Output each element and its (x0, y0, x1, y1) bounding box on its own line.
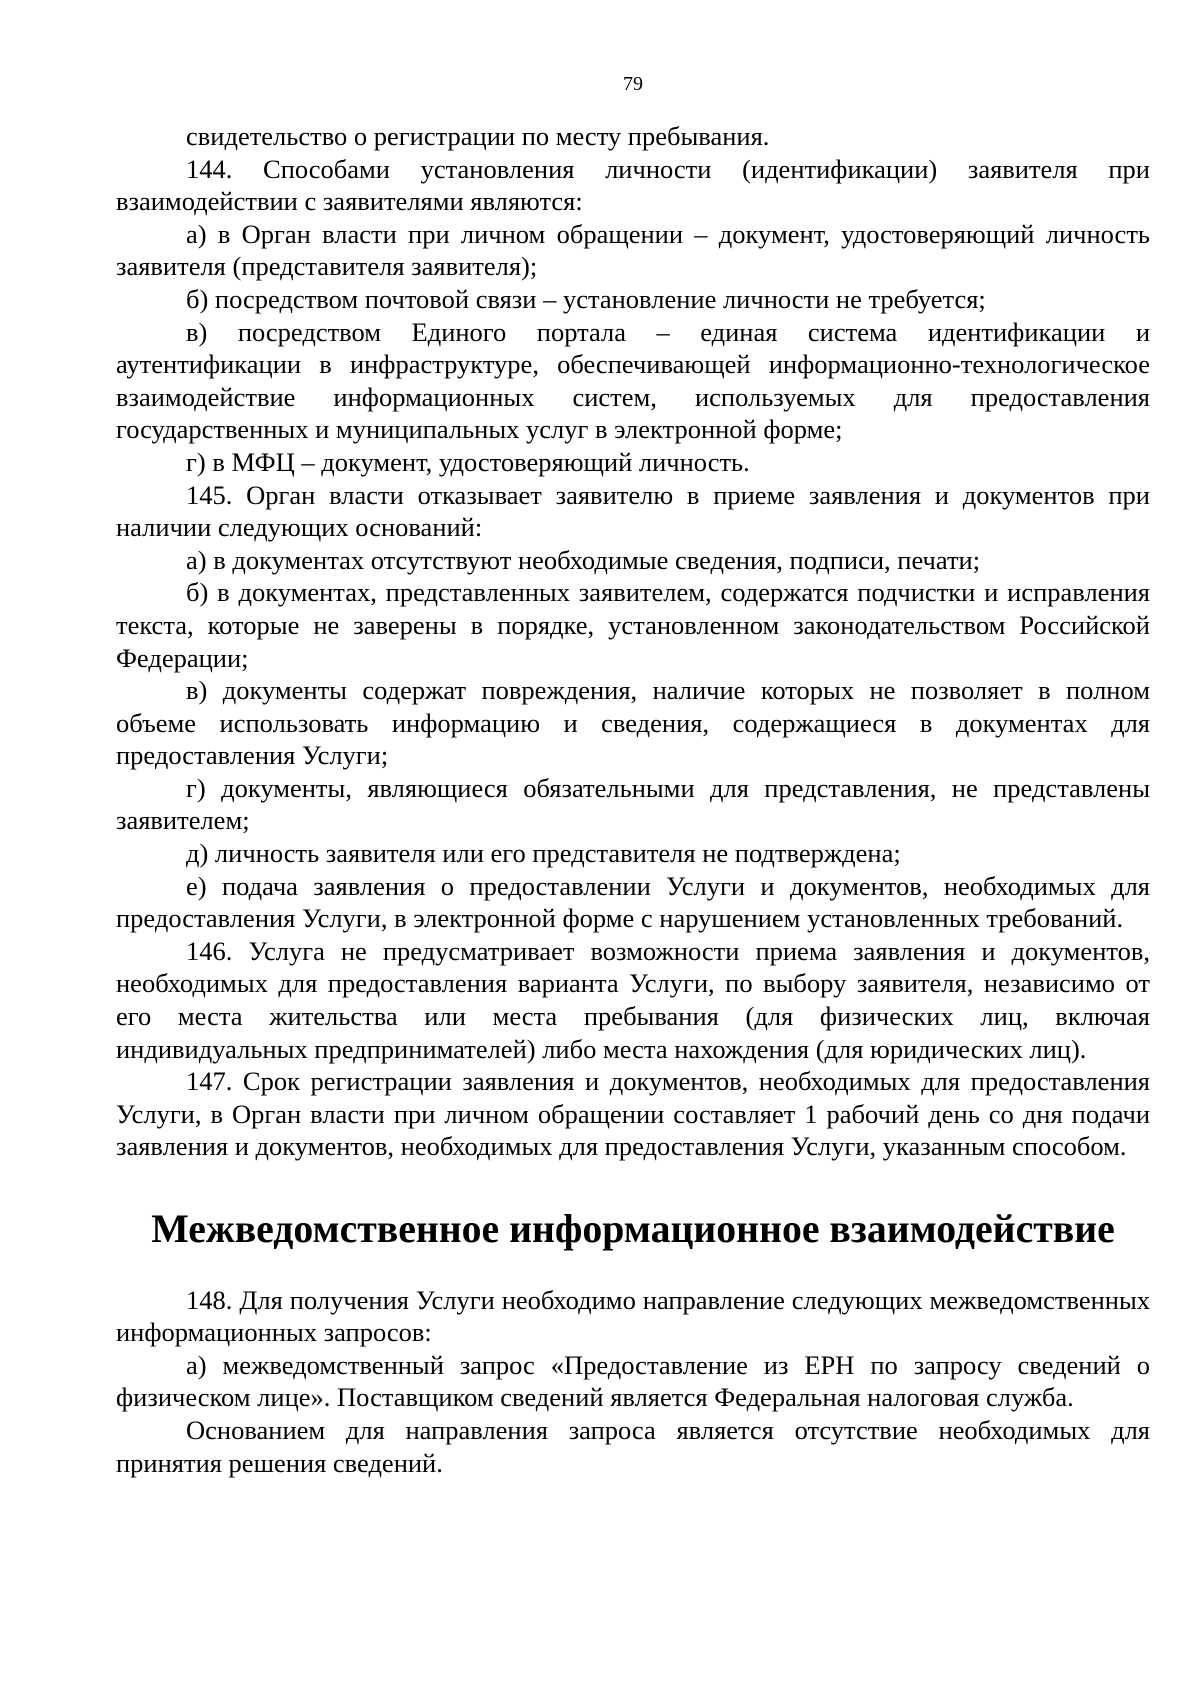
paragraph-148: 148. Для получения Услуги необходимо направление следующих межведомственных информационных запросов: (116, 1284, 1150, 1348)
document-body (116, 120, 1150, 1479)
paragraph-145: 145. Орган власти отказывает заявителю в приеме заявления и документов при наличии следующих оснований: (116, 479, 1150, 543)
paragraph-146: 146. Услуга не предусматривает возможности приема заявления и документов, необходимых для предоставления варианта Услуги, по выбору заявителя, независимо от его места жительства или места пребывания (для физических лиц, включая индивидуальных предпринимателей) либо места нахождения (для юридических лиц). (116, 935, 1150, 1064)
paragraph-145-d: д) личность заявителя или его представителя не подтверждена; (186, 838, 901, 869)
paragraph-145-v: в) документы содержат повреждения, наличие которых не позволяет в полном объеме использовать информацию и сведения, содержащиеся в документах для предоставления Услуги; (116, 675, 1150, 771)
paragraph-144-g: г) в МФЦ – документ, удостоверяющий личность. (186, 446, 750, 477)
paragraph-145-a: а) в документах отсутствуют необходимые сведения, подписи, печати; (186, 544, 981, 575)
paragraph-145-b: б) в документах, представленных заявителем, содержатся подчистки и исправления текста, которые не заверены в порядке, установленном законодательством Российской Федерации; (116, 577, 1150, 673)
paragraph-145-e: е) подача заявления о предоставлении Услуги и документов, необходимых для предоставления Услуги, в электронной форме с нарушением установленных требований. (116, 870, 1150, 934)
paragraph-registration-certificate: свидетельство о регистрации по месту пребывания. (186, 121, 770, 151)
paragraph-145-g: г) документы, являющиеся обязательными для представления, не представлены заявителем; (116, 772, 1150, 836)
page-number: 79 (623, 73, 643, 95)
paragraph-request-basis: Основанием для направления запроса является отсутствие необходимых для принятия решения сведений. (116, 1414, 1150, 1478)
paragraph-144-v: в) посредством Единого портала – единая система идентификации и аутентификации в инфраструктуре, обеспечивающей информационно-технологическое взаимодействие информационных систем, используемых для предоставления государственных и муниципальных услуг в электронной форме; (116, 316, 1150, 445)
paragraph-144-b: б) посредством почтовой связи – установление личности не требуется; (186, 283, 986, 314)
paragraph-148-a: а) межведомственный запрос «Предоставление из ЕРН по запросу сведений о физическом лице». Поставщиком сведений является Федеральная налоговая служба. (116, 1349, 1150, 1413)
paragraph-147: 147. Срок регистрации заявления и документов, необходимых для предоставления Услуги, в Орган власти при личном обращении составляет 1 рабочий день со дня подачи заявления и документов, необходимых для предоставления Услуги, указанным способом. (116, 1066, 1150, 1162)
paragraph-144-a: а) в Орган власти при личном обращении – документ, удостоверяющий личность заявителя (представителя заявителя); (116, 218, 1150, 282)
section-heading: Межведомственное информационное взаимодействие (151, 1207, 1115, 1251)
paragraph-144: 144. Способами установления личности (идентификации) заявителя при взаимодействии с заявителями являются: (116, 153, 1150, 217)
